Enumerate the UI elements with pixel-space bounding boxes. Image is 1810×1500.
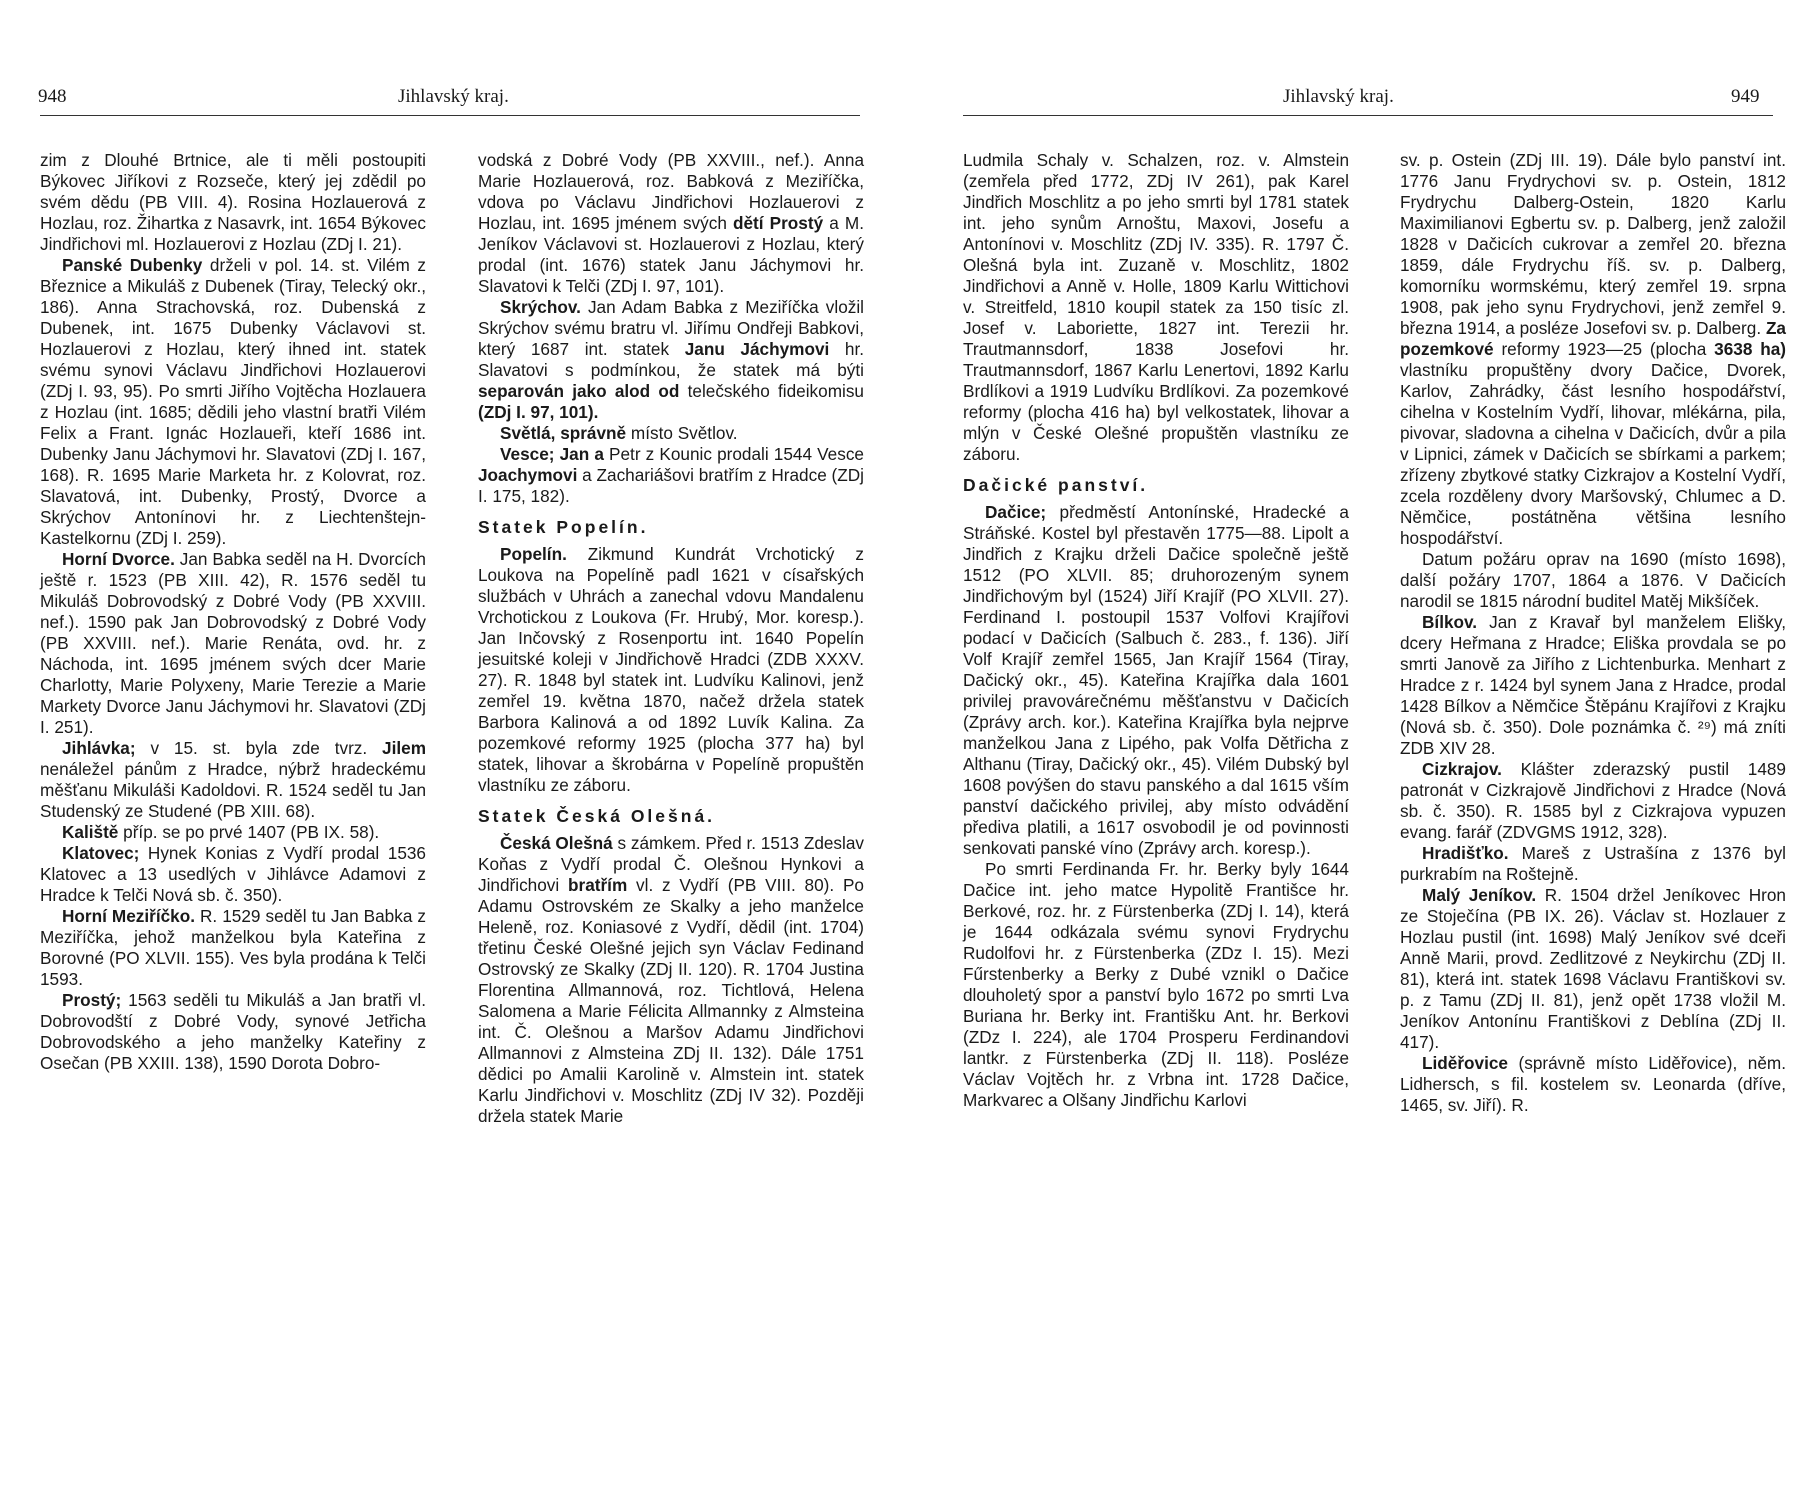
paragraph: [1400, 612, 1786, 759]
bold-term: Hradišťko.: [1422, 843, 1509, 863]
bold-term: dětí Prostý: [733, 213, 824, 233]
text-run: Petr z Kounic prodali 1544 Vesce: [603, 444, 864, 464]
text-run: vl. z Vydří (PB VIII. 80). Po Adamu Ostrovském ze Skalky a jeho manželce Heleně, roz. Koniasové z Vydří, dědil (int. 1704) třetinu České Olešné jejich syn Václav Fedinand Ostrovský ze Skalky (ZDj II. 120). R. 1704 Justina Florentina Allmannová, roz. Tichtlová, Helena Salomena a Marie Félicita Allmannky z Almsteina int. Č. Olešnou a Maršov Adamu Jindřichovi Allmannovi z Almsteina ZDj II. 132). Dále 1751 dědici po Amalii Karolině v. Almstein int. statek Karlu Jindřichovi v. Moschlitz (ZDj IV 32). Později držela statek Marie: [478, 875, 864, 1126]
text-run: místo Světlov.: [626, 423, 738, 443]
text-run: vodská z Dobré Vody (PB XXVIII., nef.). Anna Marie Hozlauerová, roz. Babková z Meziříčka, vdova po Václavu Jindřichovi Hozlauerovi z Hozlau, int. 1695 jménem svých: [478, 150, 864, 233]
header-rule-left: [40, 115, 860, 116]
text-run: sv. p. Ostein (ZDj III. 19). Dále bylo panství int. 1776 Janu Frydrychovi sv. p. Ostein, 1812 Frydrychu Dalberg-Ostein, 1820 Karlu Maximilianovi Egbertu sv. p. Dalberg, jenž založil 1828 v Dačicích cukrovar a zemřel 20. března 1859, dále Frydrychu říš. sv. p. Dalberg, komorníku wormskému, který zemřel 19. srpna 1908, pak jeho synu Frydrychovi, jenž zemřel 9. března 1914, a posléze Josefovi sv. p. Dalberg.: [1400, 150, 1786, 338]
bold-term: Panské Dubenky: [62, 255, 203, 275]
paragraph: [1400, 1053, 1786, 1116]
bold-term: Horní Dvorce.: [62, 549, 175, 569]
bold-term: Kaliště: [62, 822, 119, 842]
text-run: Hynek Konias z Vydří prodal 1536 Klatovec a 13 usedlých v Jihlávce Adamovi z Hradce k Telči Nová sb. č. 350).: [40, 843, 426, 905]
text-run: s zámkem. Před r. 1513 Zdeslav Koňas z Vydří prodal Č. Olešnou Hynkovi a Jindřichovi: [478, 833, 864, 895]
text-run: R. 1529 seděl tu Jan Babka z Meziříčka, jehož manželkou byla Kateřina z Borovné (PO XLVII. 155). Ves byla prodána k Telči 1593.: [40, 906, 427, 989]
bold-term: Liděřovice: [1422, 1053, 1508, 1073]
paragraph: [40, 150, 426, 255]
bold-term: Joachymovi: [478, 465, 578, 485]
text-run: Klášter zderazský pustil 1489 patronát v Cizkrajově Jindřichovi z Hradce (Nová sb. č. 350). R. 1585 byl z Cizkrajova vypuzen evang. farář (ZDVGMS 1912, 328).: [1400, 759, 1786, 842]
left-page-column-2: [478, 150, 864, 1127]
section-heading: Dačické panství.: [963, 475, 1149, 495]
paragraph: [478, 423, 864, 444]
paragraph: [963, 150, 1349, 465]
right-page-column-1: [963, 150, 1349, 1111]
paragraph: [40, 255, 426, 549]
paragraph: [1400, 150, 1786, 549]
paragraph: [478, 833, 864, 1127]
paragraph: [1400, 885, 1786, 1053]
paragraph: [1400, 549, 1786, 612]
paragraph: [40, 822, 426, 843]
paragraph: [40, 990, 426, 1074]
bold-term: Bílkov.: [1422, 612, 1478, 632]
right-page-column-2: [1400, 150, 1786, 1116]
bold-term: Skrýchov.: [500, 297, 581, 317]
paragraph: [963, 502, 1349, 859]
bold-term: Za pozemkové: [1400, 318, 1786, 359]
paragraph: [478, 150, 864, 297]
paragraph: [478, 544, 864, 796]
text-run: příp. se po prvé 1407 (PB IX. 58).: [118, 822, 380, 842]
bold-term: Cizkrajov.: [1422, 759, 1502, 779]
bold-term: separován jako alod od: [478, 381, 680, 401]
paragraph: [963, 859, 1349, 1111]
bold-term: Popelín.: [500, 544, 567, 564]
text-run: telečského fideikomisu: [679, 381, 864, 401]
text-run: v 15. st. byla zde tvrz.: [135, 738, 383, 758]
text-run: Po smrti Ferdinanda Fr. hr. Berky byly 1644 Dačice int. jeho matce Hypolitě Františce hr. Berkové, roz. hr. z Fürstenberka (ZDj I. 14), která je 1644 odkázala svému synovi Frydrychu Rudolfovi hr. z Fürstenberka (ZDz I. 15). Mezi Fűrstenberky a Berky z Dubé vznikl o Dačice dlouholetý spor a panství bylo 1672 po smrti Lva Buriana hr. Berky int. Františku Ant. hr. Berkovi (ZDz I. 224), ale 1704 Prosperu Ferdinandovi lantkr. z Fürstenberka (ZDj II. 118). Posléze Václav Vojtěch hr. z Vrbna int. 1728 Dačice, Markvarec a Olšany Jindřichu Karlovi: [963, 859, 1349, 1110]
bold-term: Horní Meziříčko.: [62, 906, 195, 926]
bold-term: (ZDj I. 97, 101).: [478, 402, 599, 422]
text-run: a Zachariášovi bratřím z Hradce (ZDj I. 175, 182).: [478, 465, 864, 506]
paragraph: [478, 444, 864, 507]
bold-term: Janu Jáchymovi: [684, 339, 830, 359]
text-run: 1563 seděli tu Mikuláš a Jan bratři vl. Dobrovodští z Dobré Vody, synové Jetřicha Dobrovodského a jeho manželky Kateřiny z Osečan (PB XXIII. 138), 1590 Dorota Dobro-: [40, 990, 426, 1073]
text-run: Datum požáru oprav na 1690 (místo 1698), další požáry 1707, 1864 a 1876. V Dačicích narodil se 1815 národní buditel Matěj Mikšíček.: [1400, 549, 1786, 611]
running-title-left: Jihlavský kraj.: [398, 86, 509, 107]
bold-term: Dačice;: [985, 502, 1047, 522]
text-run: hr. Slavatovi s podmínkou, že statek má býti: [478, 339, 864, 380]
text-run: Jan z Kravař byl manželem Elišky, dcery Heřmana z Hradce; Eliška provdala se po smrti Janově za Jiřího z Lichtenburka. Menhart z Hradce z r. 1424 byl synem Jana z Hradce, prodal 1428 Bílkov a Němčice Štěpánu Krajířovi z Krajku (Nová sb. č. 350). Dole poznámka č. ²⁹) má zníti ZDB XIV 28.: [1400, 612, 1786, 758]
bold-term: 3638 ha): [1714, 339, 1786, 359]
section-heading: Statek Popelín.: [478, 517, 649, 537]
bold-term: bratřím: [568, 875, 628, 895]
paragraph: [1400, 759, 1786, 843]
text-run: Zikmund Kundrát Vrchotický z Loukova na Popelíně padl 1621 v císařských službách v Uhrách a zanechal vdovu Mandalenu Vrchotickou z Loukova (Fr. Hrubý, Mor. koresp.). Jan Inčovský z Rosenportu int. 1640 Popelín jesuitské koleji v Jindřichově Hradci (ZDB XXXV. 27). R. 1848 byl statek int. Ludvíku Kalinovi, jenž zemřel 19. května 1870, načež držela statek Barbora Kalinová a od 1892 Luvík Kalina. Za pozemkové reformy 1925 (plocha 377 ha) byl statek, lihovar a škrobárna v Popelíně propuštěn vlastníku ze záboru.: [478, 544, 864, 795]
text-run: vlastníku propuštěny dvory Dačice, Dvorek, Karlov, Zahrádky, část lesního hospodářství, cihelna v Kostelním Vydří, lihovar, mlékárna, pila, pivovar, sladovna a cihelna v Dačicích, dvůr a pila v Lipnici, zámek v Dačicích se sbírkami a parkem; zřízeny zbytkové statky Cizkrajov a Kostelní Vydří, zcela rozděleny dvory Maršovský, Chlumec a D. Němčice, postátněna většina lesního hospodářství.: [1400, 360, 1786, 548]
bold-term: Česká Olešná: [500, 833, 613, 853]
page-number-right: 949: [1731, 86, 1760, 107]
section-heading: Statek Česká Olešná.: [478, 806, 716, 826]
paragraph: [1400, 843, 1786, 885]
paragraph: [478, 297, 864, 423]
bold-term: Malý Jeníkov.: [1422, 885, 1537, 905]
text-run: Mareš z Ustrašína z 1376 byl purkrabím na Roštejně.: [1400, 843, 1786, 884]
text-run: nenáležel pánům z Hradce, nýbrž hradeckému měšťanu Mikuláši Kadoldovi. R. 1524 seděl tu Jan Studenský ze Studené (PB XIII. 68).: [40, 759, 426, 821]
text-run: reformy 1923—25 (plocha: [1493, 339, 1715, 359]
text-run: Jan Babka seděl na H. Dvorcích ještě r. 1523 (PB XIII. 42), R. 1576 seděl tu Mikuláš Dobrovodský z Dobré Vody (PB XXVIII. nef.). 1590 pak Jan Dobrovodský z Dobré Vody (PB XXVIII. nef.). Marie Renáta, ovd. hr. z Náchoda, int. 1695 jménem svých dcer Marie Charlotty, Marie Polyxeny, Marie Terezie a Marie Markety Dvorce Janu Jáchymovi hr. Slavatovi (ZDj I. 251).: [40, 549, 426, 737]
paragraph: [40, 906, 426, 990]
left-page-column-1: [40, 150, 426, 1074]
running-title-right: Jihlavský kraj.: [1283, 86, 1394, 107]
text-run: Ludmila Schaly v. Schalzen, roz. v. Almstein (zemřela před 1772, ZDj IV 261), pak Karel Jindřich Moschlitz a po jeho smrti byl 1781 statek int. jeho synům Arnoštu, Maxovi, Josefu a Antonínovi v. Moschlitz (ZDj IV. 335). R. 1797 Č. Olešná byla int. Zuzaně v. Moschlitz, 1802 Jindřichovi a Anně v. Holle, 1809 Karlu Wittichovi v. Streitfeld, 1810 koupil statek za 150 tisíc zl. Josef v. Laboriette, 1827 int. Terezii hr. Trautmannsdorf, 1838 Josefovi hr. Trautmannsdorf, 1867 Karlu Lenertovi, 1892 Karlu Brdlíkovi a 1919 Ludvíku Brdlíkovi. Za pozemkové reformy (plocha 416 ha) byl velkostatek, lihovar a mlýn v České Olešné propuštěn vlastníku ze záboru.: [963, 150, 1349, 464]
text-run: a M. Jeníkov Václavovi st. Hozlauerovi z Hozlau, který prodal (int. 1676) statek Janu Jáchymovi hr. Slavatovi k Telči (ZDj I. 97, 101).: [478, 213, 865, 296]
header-rule-right: [963, 115, 1773, 116]
text-run: (správně místo Liděřovice), něm. Lidhersch, s fil. kostelem sv. Leonarda (dříve, 1465, sv. Jiří). R.: [1400, 1053, 1786, 1115]
bold-term: Jihlávka;: [62, 738, 136, 758]
text-run: R. 1504 držel Jeníkovec Hron ze Stoječína (PB IX. 26). Václav st. Hozlauer z Hozlau pustil (int. 1698) Malý Jeníkov své dceři Anně Marii, provd. Zedlitzové z Neykirchu (ZDj II. 81), která int. statek 1698 Václavu Františkovi sv. p. z Tamu (ZDj II. 81), jenž opět 1738 vložil M. Jeníkov Antonínu Františkovi z Deblína (ZDj II. 417).: [1400, 885, 1786, 1052]
paragraph: [40, 738, 426, 822]
page-number-left: 948: [38, 86, 67, 107]
bold-term: Klatovec;: [62, 843, 140, 863]
paragraph: [40, 843, 426, 906]
text-run: drželi v pol. 14. st. Vilém z Březnice a Mikuláš z Dubenek (Tiray, Telecký okr., 186). Anna Strachovská, roz. Dubenská z Dubenek, int. 1675 Dubenky Václavovi st. Hozlauerovi z Hozlau, který ihned int. statek svému synovi Václavu Jindřichovi Hozlauerovi (ZDj I. 93, 95). Po smrti Jiřího Vojtěcha Hozlauera z Hozlau (int. 1685; dědili jeho vlastní bratři Vilém Felix a Frant. Ignác Hozlaueři, kteří 1686 int. Dubenky Janu Jáchymovi hr. Slavatovi (ZDj I. 167, 168). R. 1695 Marie Marketa hr. z Kolovrat, roz. Slavatová, int. Dubenky, Prostý, Dvorce a Skrýchov Antonínovi hr. z Liechtenštejn-Kastelkornu (ZDj I. 259).: [40, 255, 426, 548]
text-run: předměstí Antonínské, Hradecké a Stráňské. Kostel byl přestavěn 1775—88. Lipolt a Jindřich z Krajku drželi Dačice společně ještě 1512 (PO XLVII. 85; druhorozeným synem Jindřichovým byl (1524) Jiří Krajíř (PO XLVII. 27). Ferdinand I. postoupil 1537 Volfovi Krajířovi podací v Dačicích (Salbuch č. 283., f. 136). Jiří Volf Krajíř zemřel 1565, Jan Krajíř 1564 (Tiray, Dačický okr., 45). Kateřina Krajířka dala 1601 privilej pravovárečnému měšťanstvu v Dačicích (Zprávy arch. kor.). Kateřina Krajířka byla nejprve manželkou Jana z Lipého, pak Volfa Dětřicha z Althanu (Tiray, Dačický okr., 45). Vilém Dubský byl 1608 povýšen do stavu panského a dal 1615 vším panství dačického privilej, aby místo odvádění přediva platili, a 1617 osvobodil je od povinnosti senkovati panské víno (Zprávy arch. koresp.).: [963, 502, 1349, 858]
right-page: [905, 0, 1810, 1500]
bold-term: Jilem: [382, 738, 426, 758]
bold-term: Světlá, správně: [500, 423, 627, 443]
text-run: Jan Adam Babka z Meziříčka vložil Skrýchov svému bratru vl. Jiřímu Ondřeji Babkovi, který 1687 int. statek: [478, 297, 864, 359]
text-run: zim z Dlouhé Brtnice, ale ti měli postoupiti Býkovec Jiříkovi z Rozseče, který jej zdědil po svém dědu (PB VIII. 4). Rosina Hozlauerová z Hozlau, roz. Žihartka z Nasavrk, int. 1654 Býkovec Jindřichovi ml. Hozlauerovi z Hozlau (ZDj I. 21).: [40, 150, 426, 254]
paragraph: [40, 549, 426, 738]
bold-term: Prostý;: [62, 990, 122, 1010]
bold-term: Vesce; Jan a: [500, 444, 604, 464]
